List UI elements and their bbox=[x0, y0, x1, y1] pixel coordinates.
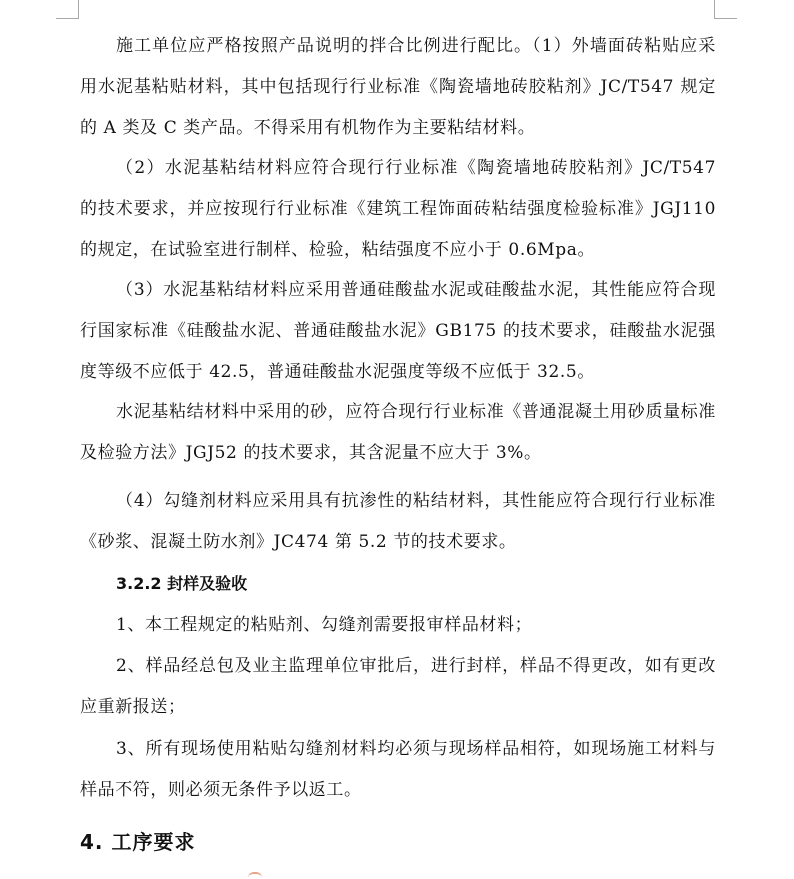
section-heading-3-2-2: 3.2.2 封样及验收 bbox=[116, 574, 248, 593]
paragraph-grout-requirement: （4）勾缝剂材料应采用具有抗渗性的粘结材料，其性能应符合现行行业标准《砂浆、混凝土防水剂》JC474 第 5.2 节的技术要求。 bbox=[80, 491, 716, 552]
paragraph-sand-requirement: 水泥基粘结材料中采用的砂，应符合现行行业标准《普通混凝土用砂质量标准及检验方法》JGJ52 的技术要求，其含泥量不应大于 3%。 bbox=[80, 402, 716, 463]
list-item: 3、所有现场使用粘贴勾缝剂材料均必须与现场样品相符，如现场施工材料与样品不符，则必须无条件予以返工。 bbox=[80, 739, 716, 800]
page-break-marker bbox=[248, 872, 262, 879]
section-heading-4: 4. 工序要求 bbox=[80, 830, 196, 854]
page-corner-marker-right bbox=[714, 0, 737, 19]
paragraph-bonding-requirement: （2）水泥基粘结材料应符合现行行业标准《陶瓷墙地砖胶粘剂》JC/T547 的技术要求，并应按现行行业标准《建筑工程饰面砖粘结强度检验标准》JGJ110 的规定，在试验室进行制样、检验，粘结强度不应小于 0.6Mpa。 bbox=[80, 158, 716, 260]
paragraph-mixing-ratio: 施工单位应严格按照产品说明的拌合比例进行配比。（1）外墙面砖粘贴应采用水泥基粘贴材料，其中包括现行行业标准《陶瓷墙地砖胶粘剂》JC/T547 规定的 A 类及 C 类产品。不得采用有机物作为主要粘结材料。 bbox=[80, 36, 716, 138]
page-corner-marker-left bbox=[56, 0, 79, 19]
paragraph-cement-requirement: （3）水泥基粘结材料应采用普通硅酸盐水泥或硅酸盐水泥，其性能应符合现行国家标准《硅酸盐水泥、普通硅酸盐水泥》GB175 的技术要求，硅酸盐水泥强度等级不应低于 42.5，普通硅酸盐水泥强度等级不应低于 32.5。 bbox=[80, 280, 716, 382]
list-item: 2、样品经总包及业主监理单位审批后，进行封样，样品不得更改，如有更改应重新报送； bbox=[80, 656, 716, 717]
list-item: 1、本工程规定的粘贴剂、勾缝剂需要报审样品材料； bbox=[116, 615, 533, 635]
